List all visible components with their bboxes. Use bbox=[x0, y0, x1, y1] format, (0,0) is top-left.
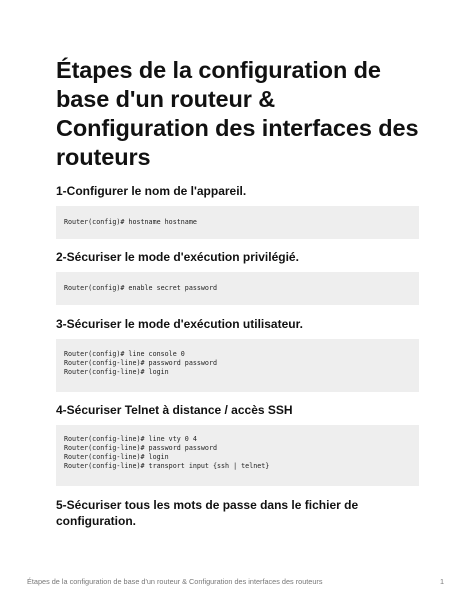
section-heading-4: 4-Sécuriser Telnet à distance / accès SSH bbox=[56, 403, 293, 417]
code-line: Router(config)# hostname hostname bbox=[64, 218, 197, 226]
page-title: Étapes de la configuration de base d'un routeur & Configuration des interfaces des routeurs bbox=[56, 57, 419, 170]
section-heading-2: 2-Sécuriser le mode d'exécution privilégié. bbox=[56, 250, 299, 264]
code-line: Router(config-line)# line vty 0 4 bbox=[64, 435, 197, 443]
page-footer-text: Étapes de la configuration de base d'un routeur & Configuration des interfaces des routeurs bbox=[27, 577, 323, 586]
code-line: Router(config-line)# password password bbox=[64, 359, 217, 367]
code-block-4 bbox=[56, 425, 419, 486]
section-heading-3: 3-Sécuriser le mode d'exécution utilisateur. bbox=[56, 317, 303, 331]
code-line: Router(config-line)# password password bbox=[64, 444, 217, 452]
code-line: Router(config-line)# login bbox=[64, 453, 169, 461]
code-line: Router(config-line)# transport input {ssh | telnet} bbox=[64, 462, 270, 470]
section-heading-5: 5-Sécuriser tous les mots de passe dans le fichier de configuration. bbox=[56, 498, 359, 528]
code-block-3 bbox=[56, 339, 419, 392]
code-block-1 bbox=[56, 206, 419, 239]
code-block-2 bbox=[56, 272, 419, 305]
section-heading-1: 1-Configurer le nom de l'appareil. bbox=[56, 184, 247, 198]
code-line: Router(config)# enable secret password bbox=[64, 284, 217, 292]
code-line: Router(config-line)# login bbox=[64, 368, 169, 376]
code-line: Router(config)# line console 0 bbox=[64, 350, 185, 358]
page-number: 1 bbox=[440, 577, 445, 586]
